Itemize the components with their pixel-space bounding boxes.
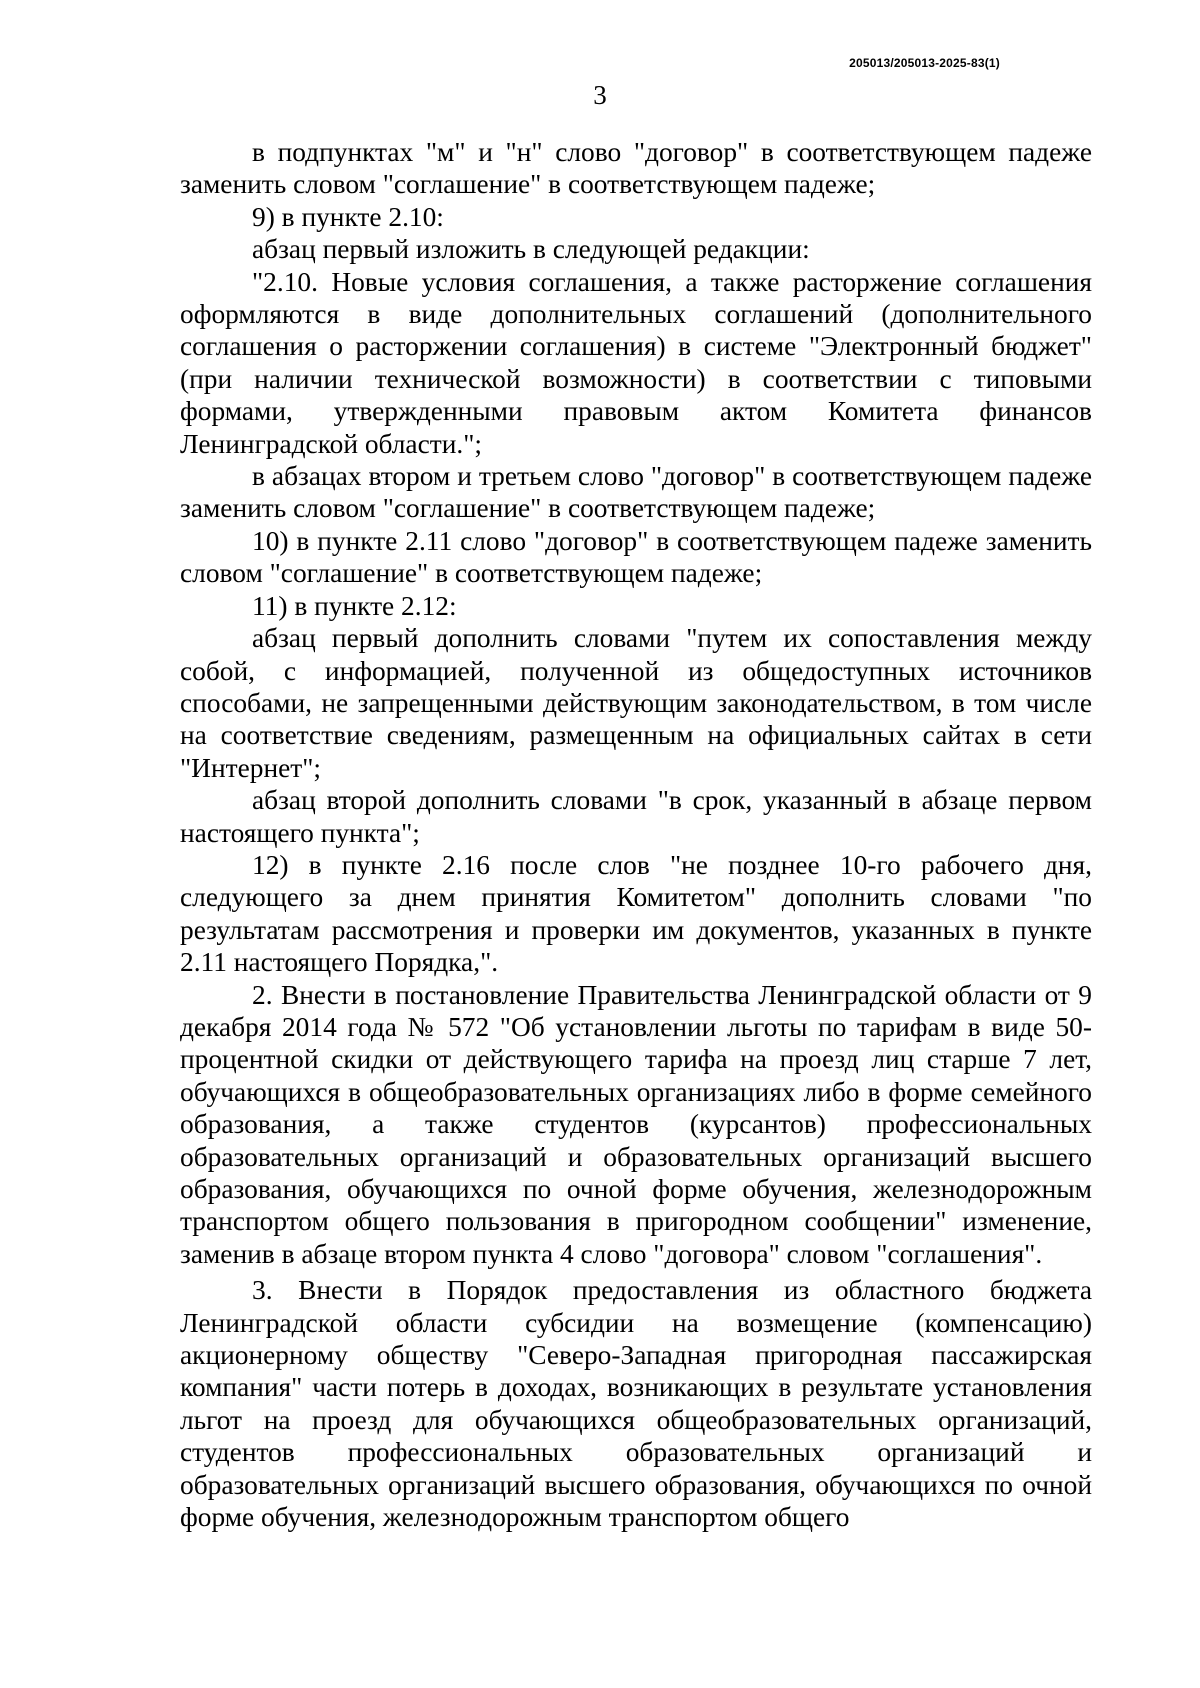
document-body xyxy=(180,136,1092,1533)
paragraph-item-11-second-abzac: абзац второй дополнить словами "в срок, указанный в абзаце первом настоящего пункта"; xyxy=(180,785,1092,848)
paragraph-item-11-first-abzac: абзац первый дополнить словами "путем их сопоставления между собой, с информацией, полученной из общедоступных источников способами, не запрещенными действующим законодательством, в том числе на соответствие сведениям, размещенным на официальных сайтах в сети "Интернет"; xyxy=(180,623,1092,783)
paragraph-item-11: 11) в пункте 2.12: xyxy=(252,590,457,621)
paragraph-subpoints-m-n: в подпунктах "м" и "н" слово "договор" в соответствующем падеже заменить словом "соглашение" в соответствующем падеже; xyxy=(180,137,1092,200)
paragraph-item-12: 12) в пункте 2.16 после слов "не позднее 10-го рабочего дня, следующего за днем принятия Комитетом" дополнить словами "по результатам рассмотрения и проверки им документов, указанных в пункте 2.11 настоящего Порядка,". xyxy=(180,849,1092,978)
paragraph-item-9-first-abzac: абзац первый изложить в следующей редакции: xyxy=(252,234,810,265)
paragraph-section-2: 2. Внести в постановление Правительства Ленинградской области от 9 декабря 2014 года № 572 "Об установлении льготы по тарифам в виде 50-процентной скидки от действующего тарифа на проезд лиц старше 7 лет, обучающихся в общеобразовательных организациях либо в форме семейного образования, а также студентов (курсантов) профессиональных образовательных организаций и образовательных организаций высшего образования, обучающихся по очной форме обучения, железнодорожным транспортом общего пользования в пригородном сообщении" изменение, заменив в абзаце втором пункта 4 слово "договора" словом "соглашения". xyxy=(180,979,1092,1269)
paragraph-item-9: 9) в пункте 2.10: xyxy=(252,201,444,232)
paragraph-section-3: 3. Внести в Порядок предоставления из областного бюджета Ленинградской области субсидии на возмещение (компенсацию) акционерному обществу "Северо-Западная пригородная пассажирская компания" части потерь в доходах, возникающих в результате установления льгот на проезд для обучающихся общеобразовательных организаций, студентов профессиональных образовательных организаций и образовательных организаций высшего образования, обучающихся по очной форме обучения, железнодорожным транспортом общего xyxy=(180,1275,1092,1533)
paragraph-item-10: 10) в пункте 2.11 слово "договор" в соответствующем падеже заменить словом "соглашение" в соответствующем падеже; xyxy=(180,525,1092,589)
paragraph-new-2-10: "2.10. Новые условия соглашения, а также расторжение соглашения оформляются в виде дополнительных соглашений (дополнительного соглашения о расторжении соглашения) в системе "Электронный бюджет" (при наличии технической возможности) в соответствии с типовыми формами, утвержденными правовым актом Комитета финансов Ленинградской области."; xyxy=(180,266,1092,459)
document-id: 205013/205013-2025-83(1) xyxy=(849,56,1000,70)
paragraph-item-9-second-third-abzac: в абзацах втором и третьем слово "договор" в соответствующем падеже заменить словом "соглашение" в соответствующем падеже; xyxy=(180,461,1092,524)
page-number: 3 xyxy=(593,80,607,110)
